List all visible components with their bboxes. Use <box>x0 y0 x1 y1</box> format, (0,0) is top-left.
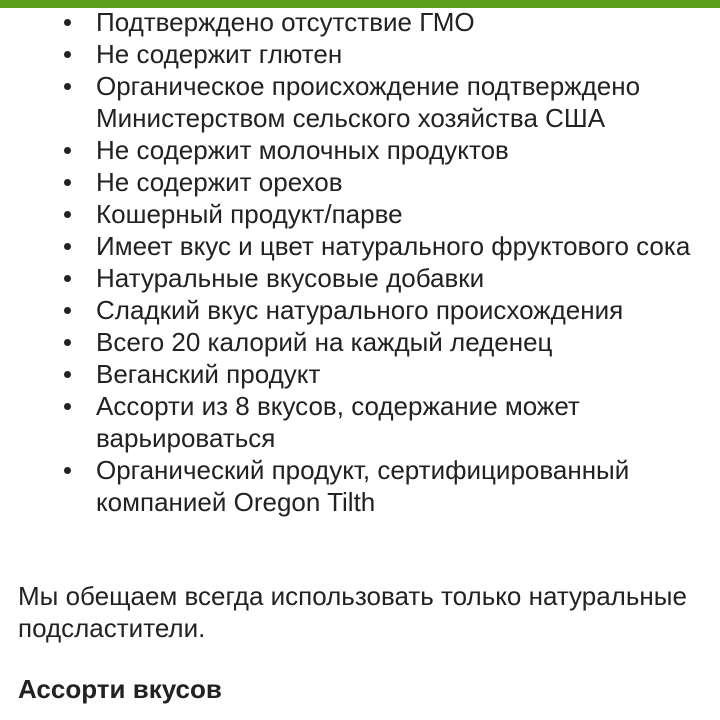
list-item <box>0 326 720 358</box>
bullet-icon <box>64 307 71 314</box>
bullet-icon <box>64 467 71 474</box>
bullet-icon <box>64 371 71 378</box>
list-item <box>0 390 720 454</box>
feature-text: Всего 20 калорий на каждый леденец <box>96 327 553 357</box>
feature-text: Имеет вкус и цвет натурального фруктового сока <box>96 231 691 261</box>
feature-text: Не содержит глютен <box>96 39 343 69</box>
feature-text: Органическое происхождение подтверждено Министерством сельского хозяйства США <box>96 71 641 133</box>
list-item <box>0 166 720 198</box>
list-item <box>0 198 720 230</box>
section-heading: Ассорти вкусов <box>18 674 222 704</box>
bullet-icon <box>64 275 71 282</box>
list-item <box>0 70 720 134</box>
bullet-icon <box>64 147 71 154</box>
feature-text: Ассорти из 8 вкусов, содержание может варьироваться <box>96 391 580 453</box>
feature-text: Не содержит молочных продуктов <box>96 135 509 165</box>
bullet-icon <box>64 19 71 26</box>
bullet-icon <box>64 243 71 250</box>
list-item <box>0 230 720 262</box>
bullet-icon <box>64 83 71 90</box>
list-item <box>0 262 720 294</box>
bullet-icon <box>64 403 71 410</box>
promise-paragraph: Мы обещаем всегда использовать только натуральные подсластители. <box>18 581 687 643</box>
list-item <box>0 294 720 326</box>
list-item <box>0 134 720 166</box>
bullet-icon <box>64 51 71 58</box>
feature-text: Кошерный продукт/парве <box>96 199 403 229</box>
feature-text: Органический продукт, сертифицированный компанией Oregon Tilth <box>96 455 630 517</box>
list-item <box>0 6 720 38</box>
list-item <box>0 38 720 70</box>
feature-list <box>0 6 720 518</box>
feature-text: Веганский продукт <box>96 359 321 389</box>
feature-text: Натуральные вкусовые добавки <box>96 263 485 293</box>
bullet-icon <box>64 339 71 346</box>
feature-text: Сладкий вкус натурального происхождения <box>96 295 624 325</box>
feature-text: Подтверждено отсутствие ГМО <box>96 7 475 37</box>
list-item <box>0 454 720 518</box>
bullet-icon <box>64 179 71 186</box>
feature-text: Не содержит орехов <box>96 167 343 197</box>
list-item <box>0 358 720 390</box>
bullet-icon <box>64 211 71 218</box>
